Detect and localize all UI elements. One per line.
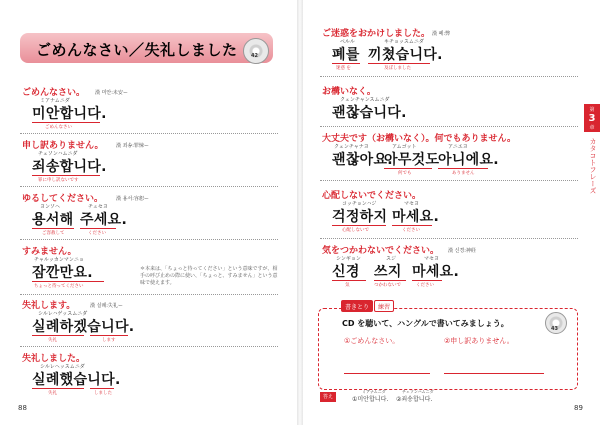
kana-reading: ヨンソヘ xyxy=(40,204,61,210)
separator xyxy=(20,186,278,187)
gloss: つかわないで xyxy=(374,283,401,288)
korean-phrase: 잠깐만요. xyxy=(32,265,93,281)
answer-1: ①미안합니다. xyxy=(352,396,389,403)
answer-label: 答え xyxy=(320,392,336,402)
gloss: します xyxy=(102,338,116,343)
korean-word: 신경 xyxy=(332,264,360,280)
kana-reading: シルレハゲッスムニダ xyxy=(38,311,88,317)
kanji-note: 漢 용서:容恕ー xyxy=(116,196,149,202)
kanji-note: 漢 죄송:罪悚ー xyxy=(116,143,149,149)
kana-reading: クェンチャナヨ xyxy=(334,144,369,150)
separator xyxy=(20,294,278,295)
cd-track-number: 43 xyxy=(551,326,558,332)
korean-word: 쓰지 xyxy=(374,264,402,280)
korean-word: 아무것도 xyxy=(384,152,440,168)
gloss: ありません xyxy=(452,171,475,176)
gloss: ごめんなさい xyxy=(45,125,72,130)
korean-word: 끼쳤습니다. xyxy=(368,47,443,63)
gloss: ちょっと待ってください xyxy=(34,284,84,289)
underline xyxy=(32,335,84,336)
gloss: 気 xyxy=(345,283,350,288)
jp-phrase: 失礼します。 xyxy=(22,301,76,311)
kanji-note: 漢 신경:神経 xyxy=(448,248,476,254)
gloss: 何でも xyxy=(398,171,412,176)
underline xyxy=(90,335,128,336)
jp-phrase: 失礼しました。 xyxy=(22,354,86,364)
underline xyxy=(368,63,430,64)
jp-phrase: 心配しないでください。 xyxy=(322,191,422,201)
separator xyxy=(20,346,278,347)
kana-reading: ペルル xyxy=(340,39,355,45)
exercise-instruction: CD を聴いて、ハングルで書いてみましょう。 xyxy=(342,319,509,328)
kana-reading: マセヨ xyxy=(424,256,440,262)
jp-phrase: すみません。 xyxy=(22,247,77,257)
underline xyxy=(438,168,488,169)
answer-reading-1: ミアナムニダ xyxy=(362,389,386,394)
gloss: 迷惑 を xyxy=(336,66,351,71)
underline xyxy=(332,225,386,226)
jp-phrase: ごめんなさい。 xyxy=(22,88,86,98)
kanji-note: 漢 실례:失礼ー xyxy=(90,303,123,309)
korean-phrase: 실례했습니다. xyxy=(32,372,121,388)
underline xyxy=(374,280,406,281)
chapter-suffix: 章 xyxy=(589,125,595,131)
gloss: 罪に申し訳ないです xyxy=(38,178,79,183)
jp-phrase: 大丈夫です（お構いなく）。何でもありません。 xyxy=(322,134,517,144)
kana-reading: シンギョン xyxy=(336,256,361,262)
korean-word: 마세요. xyxy=(392,209,440,225)
underline xyxy=(32,388,84,389)
korean-phrase: 죄송합니다. xyxy=(32,159,107,175)
gloss: ください xyxy=(416,283,434,288)
jp-phrase: 気をつかわないでください。 xyxy=(322,246,440,256)
book-gutter xyxy=(297,0,303,425)
page-number: 88 xyxy=(18,404,27,412)
kana-reading: マセヨ xyxy=(404,201,420,207)
underline xyxy=(32,281,104,282)
kanji-note: 漢 미안:未安ー xyxy=(95,90,128,96)
answer-line-2[interactable] xyxy=(444,373,544,374)
jp-phrase: ご迷惑をおかけしました。 xyxy=(322,29,431,39)
korean-phrase: 괜찮습니다. xyxy=(332,105,407,121)
separator xyxy=(20,133,278,134)
page-title: ごめんなさい／失礼しました xyxy=(36,41,238,59)
kana-reading: チュセヨ xyxy=(88,204,108,210)
separator xyxy=(20,239,278,240)
chapter-title: カタコトフレーズ xyxy=(589,138,597,194)
kana-reading: コッチョンハジ xyxy=(342,201,377,207)
korean-word: 걱정하지 xyxy=(332,209,388,225)
separator xyxy=(320,126,578,127)
exercise-tag: 書きとり xyxy=(341,300,373,312)
exercise-tag-practice: 練習 xyxy=(374,300,394,312)
korean-phrase: 미안합니다. xyxy=(32,106,107,122)
underline xyxy=(384,168,432,169)
gloss: ください xyxy=(402,228,420,233)
korean-word: 주세요. xyxy=(80,212,128,228)
gloss: ください xyxy=(88,231,106,236)
underline xyxy=(392,225,432,226)
page-title-banner xyxy=(20,33,273,63)
korean-word: 마세요. xyxy=(412,264,460,280)
chapter-number: 3 xyxy=(588,113,596,124)
underline xyxy=(332,63,360,64)
cd-track-number: 42 xyxy=(251,53,258,59)
answer-reading-2: チェソンハムニダ xyxy=(402,389,434,394)
underline xyxy=(32,175,100,176)
gloss: 失礼 xyxy=(48,338,57,343)
kana-reading: アニエヨ xyxy=(448,144,468,150)
korean-word: 용서해 xyxy=(32,212,74,228)
exercise-question-2: ②申し訳ありません。 xyxy=(444,337,514,345)
separator xyxy=(320,238,578,239)
underline xyxy=(32,228,74,229)
korean-phrase: 실례하겠습니다. xyxy=(32,319,135,335)
chapter-tab xyxy=(584,104,600,132)
kana-reading: ミアナムニダ xyxy=(40,98,70,104)
jp-phrase: お構いなく。 xyxy=(322,87,376,97)
kana-reading: シルレヘッスムニダ xyxy=(40,364,85,370)
kana-reading: チェソンハムニダ xyxy=(38,151,78,157)
gloss: 及ぼしました xyxy=(384,66,411,71)
exercise-question-1: ①ごめんなさい。 xyxy=(344,337,400,345)
kana-reading: アムゴット xyxy=(392,144,417,150)
korean-word: 아니에요. xyxy=(438,152,499,168)
underline xyxy=(32,122,100,123)
jp-phrase: ゆるしてください。 xyxy=(22,194,104,204)
jp-phrase: 申し訳ありません。 xyxy=(22,141,104,151)
usage-note: ＊本来は、「ちょっと待ってください」という意味ですが、相手の呼び止めの際に使い、「ちょっと、すみません」という意味で使えます。 xyxy=(140,266,278,286)
separator xyxy=(320,180,578,181)
kana-reading: スジ xyxy=(386,256,397,262)
cd-icon xyxy=(243,38,269,64)
separator xyxy=(320,76,578,77)
chapter-prefix: 第 xyxy=(589,107,595,113)
korean-word: 괜찮아요. xyxy=(332,152,393,168)
kanji-note: 漢 페:弊 xyxy=(432,31,451,37)
underline xyxy=(412,280,442,281)
underline xyxy=(80,228,116,229)
underline xyxy=(332,280,366,281)
gloss: しました xyxy=(94,391,112,396)
gloss: 心配しないで xyxy=(342,228,369,233)
gloss: 失礼 xyxy=(48,391,57,396)
korean-word: 폐를 xyxy=(332,47,360,63)
answer-line-1[interactable] xyxy=(344,373,430,374)
kana-reading: チャルッカンマンニョ xyxy=(34,257,84,263)
kana-reading: クェンチャンスムニダ xyxy=(340,97,390,103)
answer-2: ②죄송합니다. xyxy=(396,396,433,403)
kana-reading: キチョッスムニダ xyxy=(384,39,424,45)
underline xyxy=(90,388,114,389)
gloss: ご容赦して xyxy=(42,231,65,236)
page-number: 89 xyxy=(574,404,583,412)
